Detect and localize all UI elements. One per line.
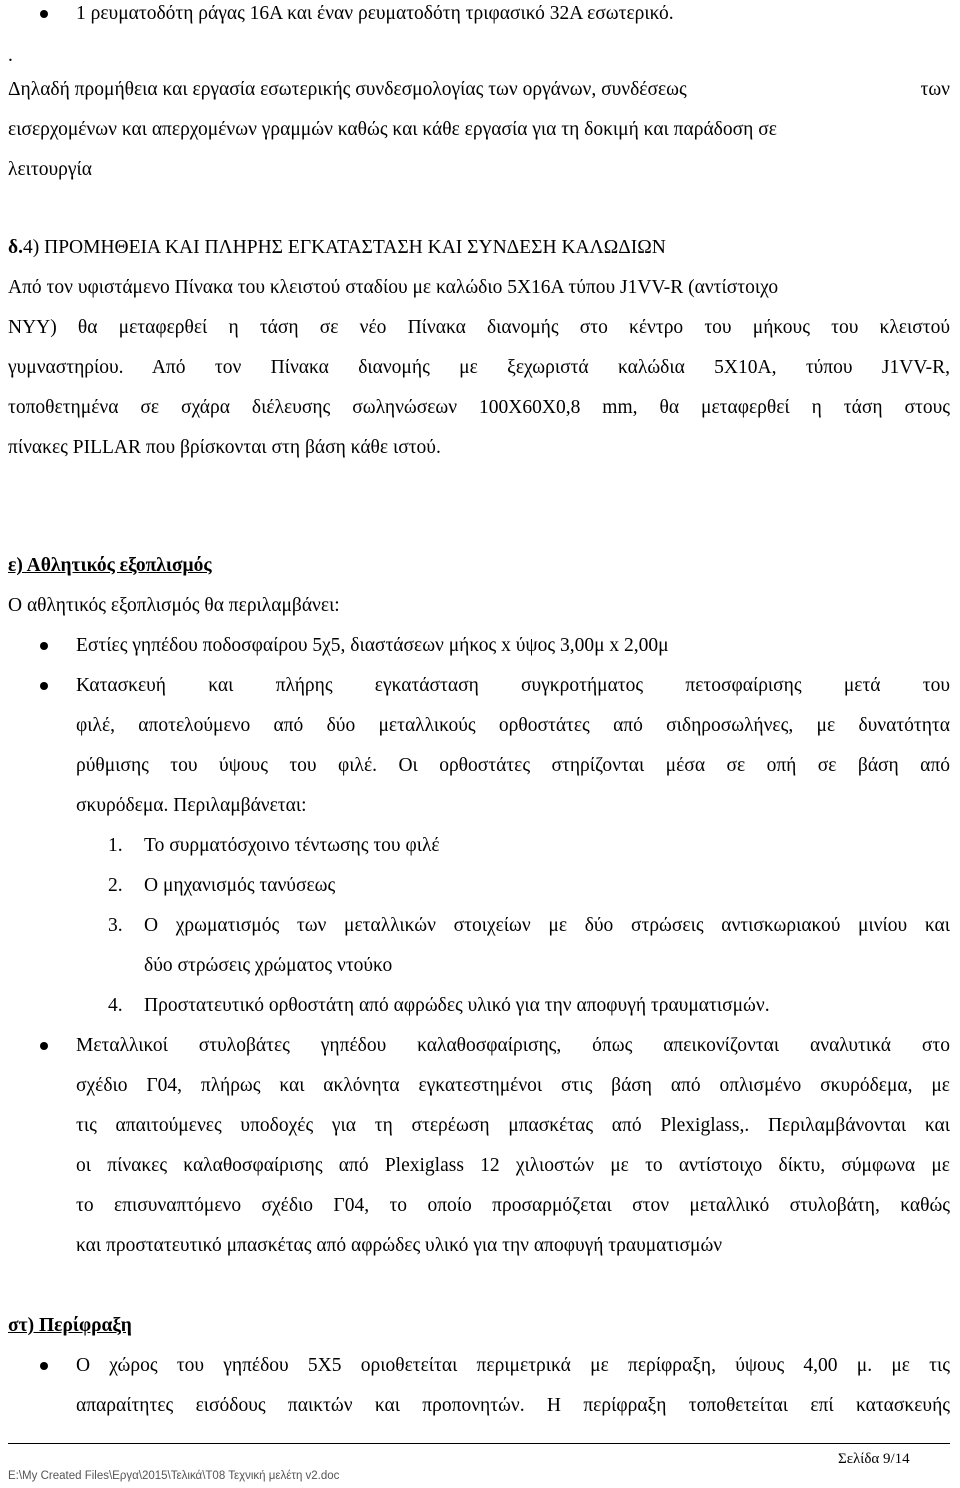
section-e-intro: Ο αθλητικός εξοπλισμός θα περιλαμβάνει: <box>8 595 340 616</box>
section-e-heading: ε) Αθλητικός εξοπλισμός <box>8 555 212 576</box>
section-d4-line-3 <box>8 356 950 380</box>
section-e-bullet-3-line-5 <box>76 1194 950 1218</box>
section-e-bullet-3-line-6: και προστατευτικό μπασκέτας από αφρώδες υλικό για την αποφυγή τραυματισμών <box>76 1235 723 1256</box>
section-e-bullet-2-line-1-text: Κατασκευή και πλήρης εγκατάσταση συγκροτήματος πετοσφαίρισης μετά του <box>76 675 950 696</box>
page-number: Σελίδα 9/14 <box>838 1451 910 1467</box>
section-st-heading: στ) Περίφραξη <box>8 1315 132 1336</box>
bullet-icon <box>40 682 48 690</box>
section-e-bullet-1: Εστίες γηπέδου ποδοσφαίρου 5χ5, διαστάσεων μήκος x ύψος 3,00μ x 2,00μ <box>76 635 669 656</box>
numbered-item-3-text <box>144 914 950 938</box>
section-st-bullet-line-1 <box>76 1354 950 1378</box>
numbered-item-3-text-span: Ο χρωματισμός των μεταλλικών στοιχείων με δύο στρώσεις αντισκωριακού μινίου και <box>144 915 950 936</box>
numbered-item-4-num: 4. <box>108 995 123 1016</box>
section-e-bullet-3-line-5-text: το επισυναπτόμενο σχέδιο Γ04, το οποίο προσαρμόζεται στον μεταλλικό στυλοβάτη, καθώς <box>76 1195 950 1216</box>
section-e-bullet-3-line-2-text: σχέδιο Γ04, πλήρως και ακλόνητα εγκατεστημένοι στις βάση από οπλισμένο σκυρόδεμα, με <box>76 1075 950 1096</box>
section-e-bullet-3-line-4-text: οι πίνακες καλαθοσφαίρισης από Plexiglass 12 χιλιοστών με το αντίστοιχο δίκτυ, σύμφωνα με <box>76 1155 950 1176</box>
section-d4-prefix: δ. <box>8 237 23 258</box>
top-bullet-text: 1 ρευματοδότη ράγας 16Α και έναν ρευματοδότη τριφασικό 32Α εσωτερικό. <box>76 3 674 24</box>
section-e-bullet-2-line-3 <box>76 754 950 778</box>
section-d4-line-1-text: Από τον υφιστάμενο Πίνακα του κλειστού σταδίου με καλώδιο 5Χ16Α τύπου J1VV-R (αντίστοιχο <box>8 277 779 298</box>
section-e-bullet-3-line-3 <box>76 1114 950 1138</box>
file-path: E:\My Created Files\Εργα\2015\Τελικά\Τ08 Τεχνική μελέτη v2.doc <box>8 1470 340 1482</box>
section-e-bullet-2-line-2 <box>76 714 950 738</box>
section-e-bullet-3-line-1 <box>76 1034 950 1058</box>
top-paragraph-line-3: λειτουργία <box>8 159 92 180</box>
bullet-icon <box>40 10 48 18</box>
section-st-bullet-line-2-text: απαραίτητες εισόδους παικτών και προπονητών. Η περίφραξη τοποθετείται επί κατασκευής <box>76 1395 950 1416</box>
section-d4-line-4 <box>8 396 950 420</box>
section-e-bullet-3-line-4 <box>76 1154 950 1178</box>
top-paragraph-line-2: εισερχομένων και απερχομένων γραμμών καθώς και κάθε εργασία για τη δοκιμή και παράδοση σε <box>8 119 777 140</box>
section-st-bullet-line-2 <box>76 1394 950 1418</box>
stray-dot: . <box>8 45 13 66</box>
section-st-bullet-line-1-text: Ο χώρος του γηπέδου 5Χ5 οριοθετείται περιμετρικά με περίφραξη, ύψους 4,00 μ. με τις <box>76 1355 950 1376</box>
numbered-item-1-text: Το συρματόσχοινο τέντωσης του φιλέ <box>144 835 440 856</box>
section-e-bullet-2-line-3-text: ρύθμισης του ύψους του φιλέ. Οι ορθοστάτες στηρίζονται μέσα σε οπή σε βάση από <box>76 755 950 776</box>
section-d4-heading <box>8 236 666 260</box>
section-d4-title: 4) ΠΡΟΜΗΘΕΙΑ ΚΑΙ ΠΛΗΡΗΣ ΕΓΚΑΤΑΣΤΑΣΗ ΚΑΙ ΣΥΝΔΕΣΗ ΚΑΛΩΔΙΩΝ <box>23 237 666 258</box>
section-e-bullet-3-line-3-text: τις απαιτούμενες υποδοχές για τη στερέωση μπασκέτας από Plexiglass,. Περιλαμβάνονται και <box>76 1115 950 1136</box>
section-e-bullet-3-line-2 <box>76 1074 950 1098</box>
section-d4-line-2-text: NYY) θα μεταφερθεί η τάση σε νέο Πίνακα διανομής στο κέντρο του μήκους του κλειστού <box>8 317 950 338</box>
numbered-item-4-text: Προστατευτικό ορθοστάτη από αφρώδες υλικό για την αποφυγή τραυματισμών. <box>144 995 770 1016</box>
numbered-item-1-num: 1. <box>108 835 123 856</box>
top-paragraph-line-1-left: Δηλαδή προμήθεια και εργασία εσωτερικής συνδεσμολογίας των οργάνων, συνδέσεως <box>8 79 687 100</box>
bullet-icon <box>40 1042 48 1050</box>
section-e-bullet-2-line-2-text: φιλέ, αποτελούμενο από δύο μεταλλικούς ορθοστάτες από σιδηροσωλήνες, με δυνατότητα <box>76 715 950 736</box>
section-d4-line-4-text: τοποθετημένα σε σχάρα διέλευσης σωληνώσεων 100Χ60Χ0,8 mm, θα μεταφερθεί η τάση στους <box>8 397 950 418</box>
section-e-bullet-2-line-1 <box>76 674 950 698</box>
section-d4-line-2 <box>8 316 950 340</box>
section-d4-line-3-text: γυμναστηρίου. Από τον Πίνακα διανομής με ξεχωριστά καλώδια 5Χ10Α, τύπου J1VV-R, <box>8 357 950 378</box>
bullet-icon <box>40 1362 48 1370</box>
section-e-bullet-2-line-4: σκυρόδεμα. Περιλαμβάνεται: <box>76 795 307 816</box>
section-d4-line-1 <box>8 276 950 300</box>
top-paragraph-line-1-right: των <box>920 79 950 100</box>
footer-rule <box>8 1443 950 1444</box>
top-paragraph-line-1 <box>8 78 950 102</box>
numbered-item-3-num: 3. <box>108 915 123 936</box>
numbered-item-2-text: Ο μηχανισμός τανύσεως <box>144 875 336 896</box>
section-d4-line-5: πίνακες PILLAR που βρίσκονται στη βάση κάθε ιστού. <box>8 437 441 458</box>
bullet-icon <box>40 642 48 650</box>
section-e-bullet-3-line-1-text: Μεταλλικοί στυλοβάτες γηπέδου καλαθοσφαίρισης, όπως απεικονίζονται αναλυτικά στο <box>76 1035 950 1056</box>
numbered-item-2-num: 2. <box>108 875 123 896</box>
numbered-item-3-cont: δύο στρώσεις χρώματος ντούκο <box>144 955 393 976</box>
